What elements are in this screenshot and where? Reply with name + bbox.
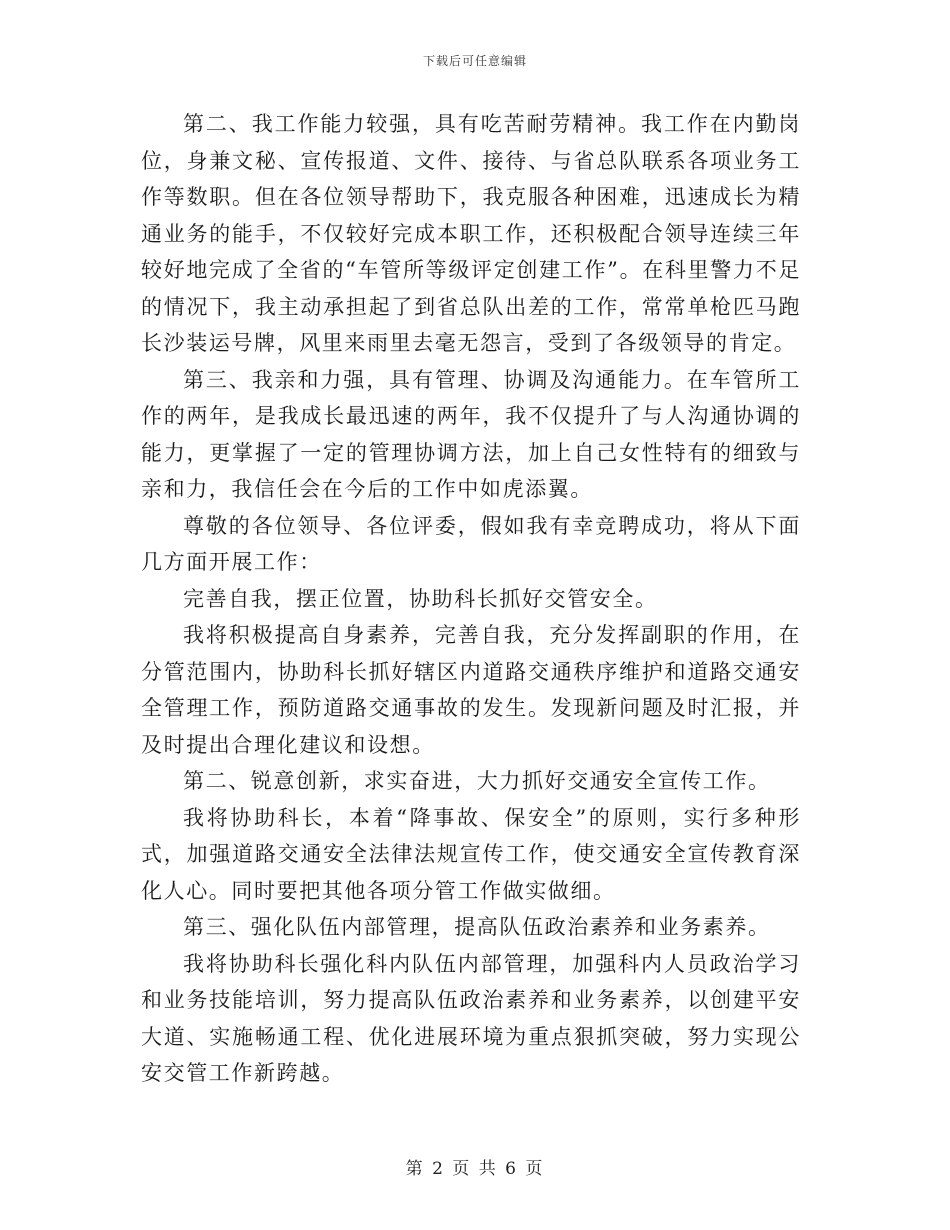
paragraph-8: 第三、强化队伍内部管理，提高队伍政治素养和业务素养。 xyxy=(183,915,771,939)
footer-prefix: 第 xyxy=(405,1159,425,1179)
paragraph-7: 我将协助科长，本着“降事故、保安全”的原则，实行多种形式，加强道路交通安全法律法规宣传工作，使交通安全宣传教育深化人心。同时要把其他各项分管工作做实做细。 xyxy=(141,805,801,903)
document-body xyxy=(141,106,801,1092)
paragraph-9: 我将协助科长强化科内队伍内部管理，加强科内人员政治学习和业务技能培训，努力提高队伍政治素养和业务素养，以创建平安大道、实施畅通工程、优化进展环境为重点狠抓突破，努力实现公安交管工作新跨越。 xyxy=(141,951,801,1085)
paragraph-1: 第二、我工作能力较强，具有吃苦耐劳精神。我工作在内勤岗位，身兼文秘、宣传报道、文件、接待、与省总队联系各项业务工作等数职。但在各位领导帮助下，我克服各种困难，迅速成长为精通业务的能手，不仅较好完成本职工作，还积极配合领导连续三年较好地完成了全省的“车管所等级评定创建工作”。在科里警力不足的情况下，我主动承担起了到省总队出差的工作，常常单枪匹马跑长沙装运号牌，风里来雨里去毫无怨言，受到了各级领导的肯定。 xyxy=(141,112,801,355)
footer-current-page: 2 xyxy=(432,1159,445,1179)
paragraph-4: 完善自我，摆正位置，协助科长抓好交管安全。 xyxy=(183,586,658,611)
footer-total-pages: 6 xyxy=(505,1159,518,1179)
paragraph-6: 第二、锐意创新，求实奋进，大力抓好交通安全宣传工作。 xyxy=(183,769,771,793)
paragraph-5: 我将积极提高自身素养，完善自我，充分发挥副职的作用，在分管范围内，协助科长抓好辖区内道路交通秩序维护和道路交通安全管理工作，预防道路交通事故的发生。发现新问题及时汇报，并及时提出合理化建议和设想。 xyxy=(141,623,801,757)
page-footer xyxy=(0,1154,950,1179)
paragraph-2: 第三、我亲和力强，具有管理、协调及沟通能力。在车管所工作的两年，是我成长最迅速的两年，我不仅提升了与人沟通协调的能力，更掌握了一定的管理协调方法，加上自己女性特有的细致与亲和力，我信任会在今后的工作中如虎添翼。 xyxy=(141,367,801,501)
paragraph-3: 尊敬的各位领导、各位评委，假如我有幸竞聘成功，将从下面几方面开展工作： xyxy=(141,513,801,574)
page-header: 下载后可任意编辑 xyxy=(422,54,527,68)
footer-middle: 页 共 xyxy=(452,1159,498,1179)
footer-suffix: 页 xyxy=(525,1159,545,1179)
